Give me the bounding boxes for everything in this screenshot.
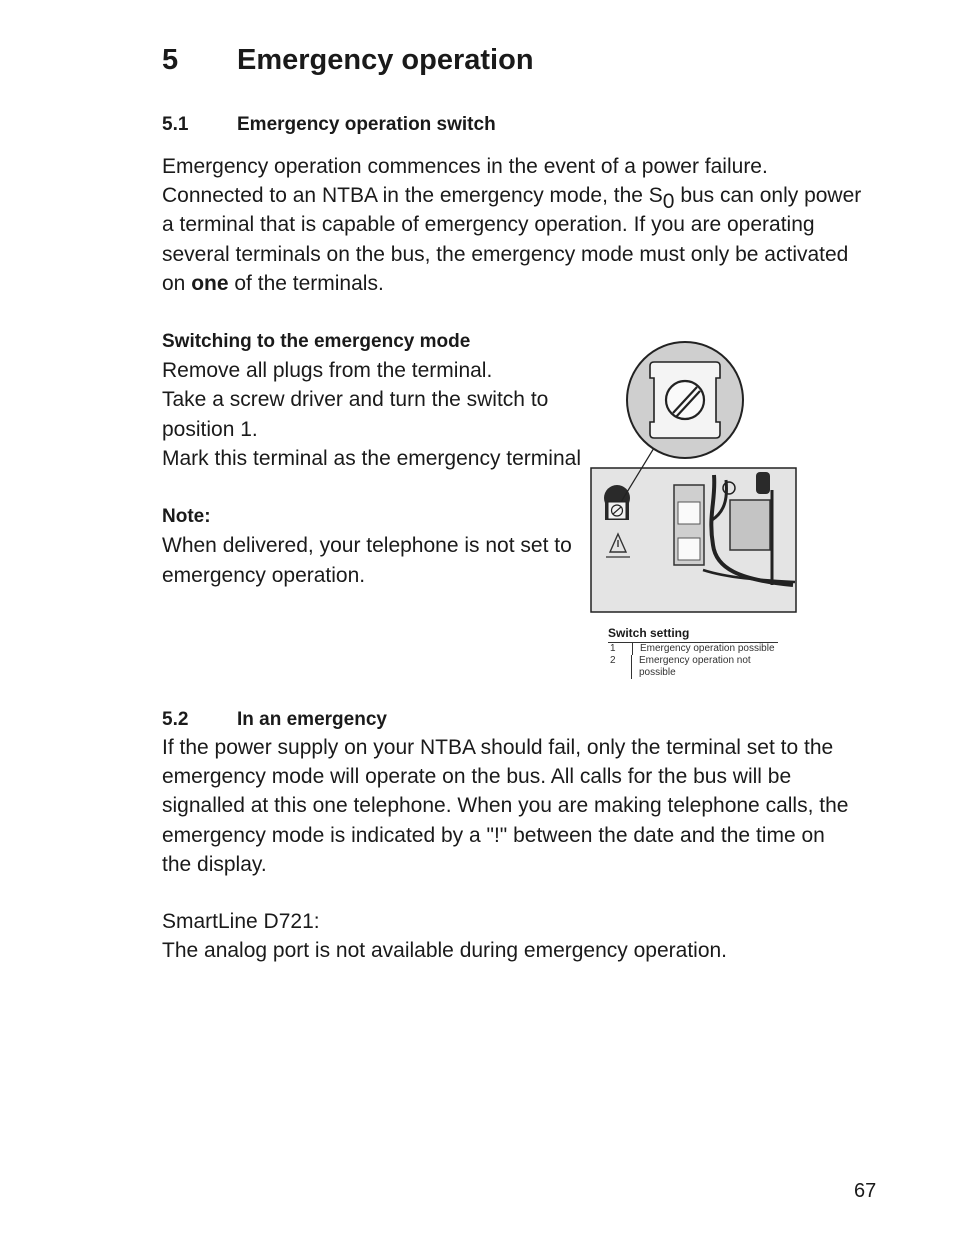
switch-illustration xyxy=(588,340,798,615)
smartline-paragraph: SmartLine D721: The analog port is not available during emergency operation. xyxy=(162,910,728,963)
chapter-number: 5 xyxy=(162,44,179,76)
side-tab xyxy=(756,472,770,494)
note-heading: Note: xyxy=(162,506,211,528)
legend-row: 2 Emergency operation not possible xyxy=(610,655,751,678)
intro-paragraph: Emergency operation commences in the event of a power failure. Connected to an NTBA in the emergency mode, the $S_0$ bus can only power a terminal that is capable of emergency operation. If you are operating several terminals on the bus, the emergency mode must only be activated on one of the terminals. xyxy=(162,155,862,295)
side-module xyxy=(730,500,770,550)
section-title: Emergency operation switch xyxy=(237,114,496,135)
port-lower xyxy=(678,538,700,560)
legend-title: Switch setting xyxy=(608,626,690,640)
legend-row: 1 Emergency operation possible xyxy=(610,643,775,654)
instructions-block: Switching to the emergency mode Remove all plugs from the terminal. Take a screw driver and turn the switch to position 1. Mark this terminal as the emergency terminal Note: When delivered, your telephone is not set to emergency operation. xyxy=(162,327,582,590)
chapter-title: Emergency operation xyxy=(237,44,534,76)
section-title: In an emergency xyxy=(237,709,387,730)
section-number: 5.1 xyxy=(162,114,189,135)
section-number: 5.2 xyxy=(162,709,189,730)
emergency-paragraph: If the power supply on your NTBA should fail, only the terminal set to the emergency mode will operate on the bus. All calls for the bus will be signalled at this one telephone. When you are making telephone calls, the emergency mode is indicated by a "!" between the date and the time on the display. xyxy=(162,736,849,876)
switch-setting-legend xyxy=(608,626,783,679)
page-number: 67 xyxy=(854,1180,877,1202)
port-upper xyxy=(678,502,700,524)
switching-heading: Switching to the emergency mode xyxy=(162,331,471,352)
